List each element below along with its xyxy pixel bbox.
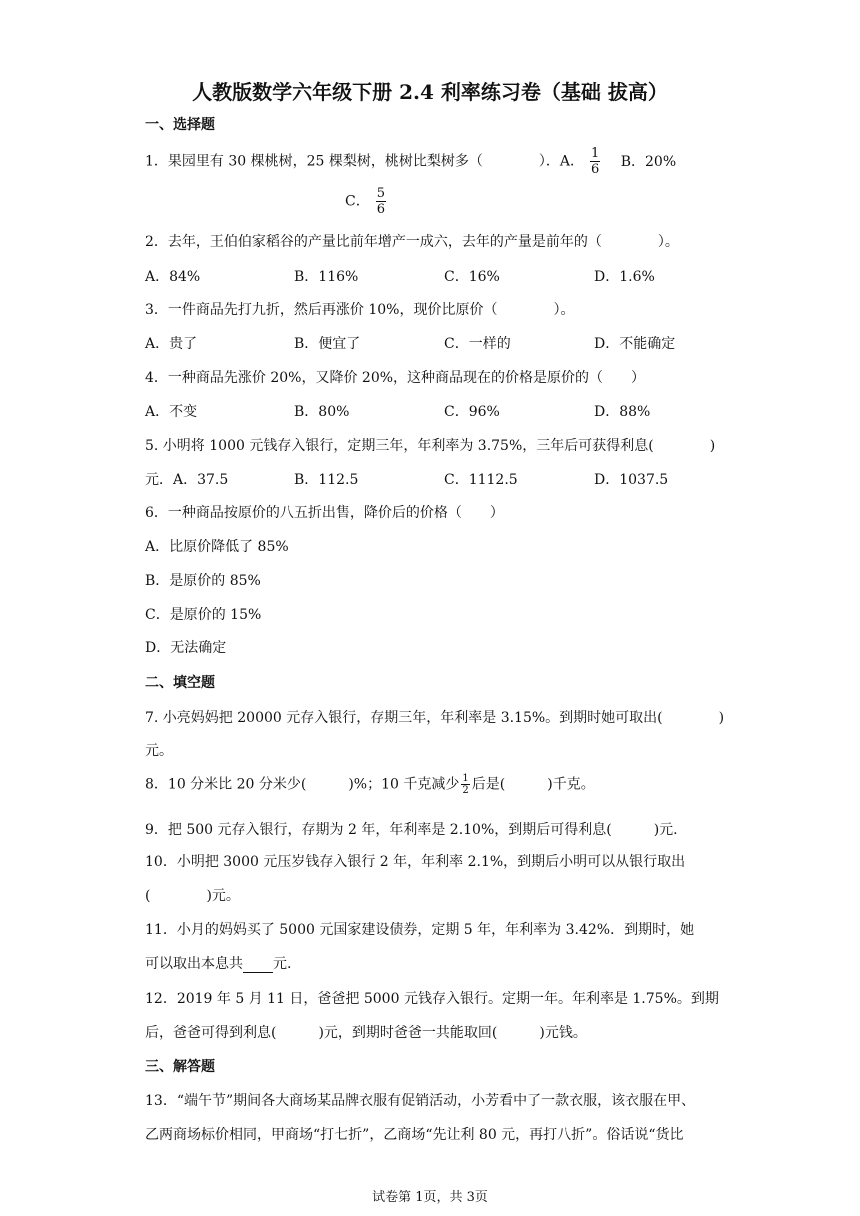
question-11-cont: 可以取出本息共 元. (145, 956, 292, 972)
question-13: 13．“端午节”期间各大商场某品牌衣服有促销活动，小芳看中了一款衣服，该衣服在甲、 (145, 1093, 696, 1109)
question-8: 8．10 分米比 20 分米少( )%；10 千克减少 $\frac{1}{2}$ 后是( )千克。 (145, 773, 595, 796)
q2-option-b: B．116% (294, 269, 359, 285)
page-footer: 试卷第 1页，共 3页 (372, 1190, 488, 1205)
q5-option-a: A．37.5 (173, 472, 229, 488)
q3-option-b: B．便宜了 (294, 336, 361, 352)
question-6: 6．一种商品按原价的八五折出售，降价后的价格（ ） (145, 505, 504, 521)
q1-option-c-fraction: $\frac{5}{6}$ (376, 186, 385, 217)
q4-option-a: A．不变 (145, 404, 198, 420)
q2-option-a: A．84% (145, 269, 201, 285)
q6-option-c: C．是原价的 15% (145, 607, 262, 623)
q3-option-a: A．贵了 (145, 336, 198, 352)
q4-option-c: C．96% (444, 404, 500, 420)
question-9: 9．把 500 元存入银行，存期为 2 年，年利率是 2.10%，到期后可得利息( )元. (145, 822, 678, 838)
q6-option-a: A．比原价降低了 85% (145, 539, 289, 555)
q5-option-b: B．112.5 (294, 472, 359, 488)
q6-option-d: D．无法确定 (145, 640, 227, 656)
question-12-cont: 后，爸爸可得到利息( )元，到期时爸爸一共能取回( )元钱。 (145, 1025, 587, 1041)
question-10-cont: ( )元。 (145, 888, 240, 904)
q6-option-b: B．是原价的 85% (145, 573, 261, 589)
question-12: 12．2019 年 5 月 11 日，爸爸把 5000 元钱存入银行。定期一年。年利率是 1.75%。到期 (145, 991, 719, 1007)
q1-option-a-fraction: $\frac{1}{6}$ (591, 146, 600, 177)
q5-option-c: C．1112.5 (444, 472, 518, 488)
question-13-cont: 乙两商场标价相同，甲商场“打七折”，乙商场“先让利 80 元，再打八折”。俗话说“货比 (145, 1127, 684, 1143)
q2-option-c: C．16% (444, 269, 500, 285)
section-fill-in: 二、填空题 (145, 675, 215, 691)
question-1-text: 1．果园里有 30 棵桃树，25 棵梨树，桃树比梨树多（ ）．A． (145, 153, 584, 170)
q4-option-b: B．80% (294, 404, 350, 420)
q3-option-c: C．一样的 (444, 336, 511, 352)
q4-option-d: D．88% (594, 404, 651, 420)
question-3: 3．一件商品先打九折，然后再涨价 10%，现价比原价（ ）。 (145, 302, 575, 318)
q1-option-c: C． $\frac{5}{6}$ (345, 186, 385, 217)
question-11: 11．小月的妈妈买了 5000 元国家建设债券，定期 5 年，年利率为 3.42%．到期时，她 (145, 922, 695, 938)
question-10: 10．小明把 3000 元压岁钱存入银行 2 年，年利率 2.1%，到期后小明可以从银行取出 (145, 854, 686, 870)
q5-option-d: D．1037.5 (594, 472, 669, 488)
question-5: 5. 小明将 1000 元钱存入银行，定期三年，年利率为 3.75%，三年后可获得利息( ) (145, 438, 716, 454)
q2-option-d: D．1.6% (594, 269, 655, 285)
q5-prefix: 元．A．37.5 (145, 472, 229, 488)
q3-option-d: D．不能确定 (594, 336, 676, 352)
question-4: 4．一种商品先涨价 20%，又降价 20%，这种商品现在的价格是原价的（ ） (145, 370, 646, 386)
q8-fraction: $\frac{1}{2}$ (462, 773, 469, 796)
question-2: 2．去年，王伯伯家稻谷的产量比前年增产一成六，去年的产量是前年的（ ）。 (145, 234, 679, 250)
q1-option-b: B．20% (620, 153, 677, 170)
answer-blank (243, 958, 273, 973)
section-choice: 一、选择题 (145, 117, 215, 133)
section-solve: 三、解答题 (145, 1059, 215, 1075)
question-7-cont: 元。 (145, 743, 173, 759)
question-7: 7. 小亮妈妈把 20000 元存入银行，存期三年，年利率是 3.15%。到期时她可取出( ) (145, 710, 725, 726)
question-1 (145, 146, 676, 177)
page-title: 人教版数学六年级下册 2.4 利率练习卷（基础 拔高） (192, 80, 668, 104)
